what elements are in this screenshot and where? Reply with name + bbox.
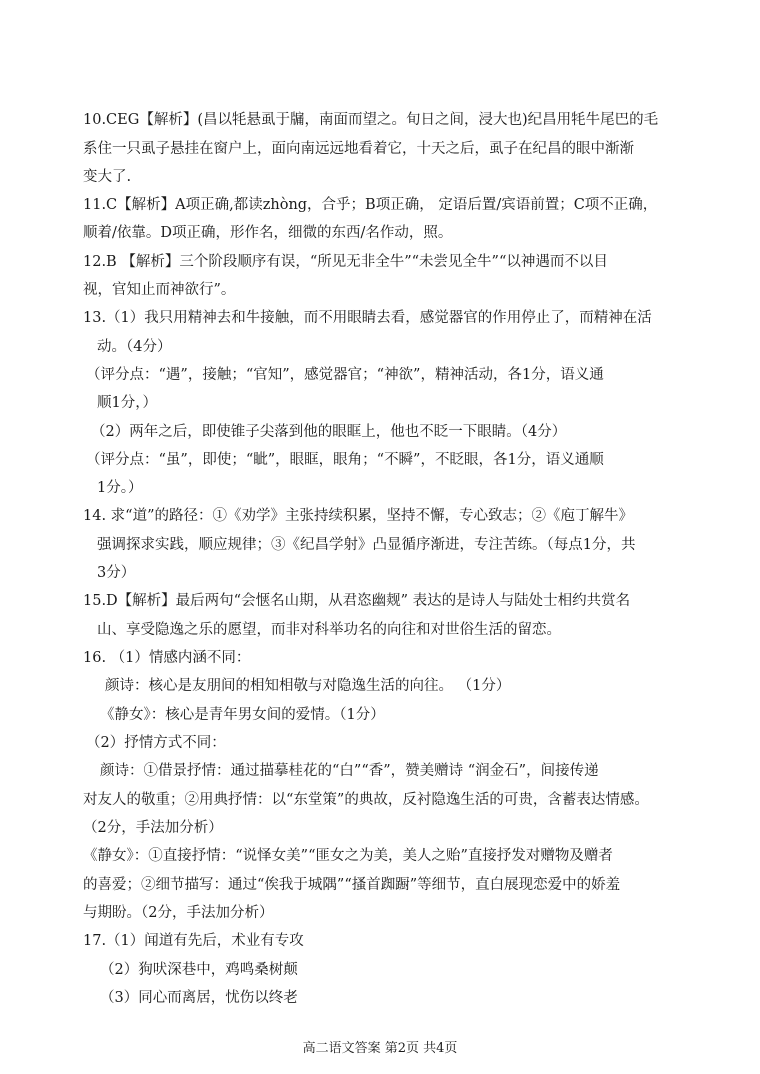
q13-scoring-2-line-1: （评分点：“虽”，即使；“眦”，眼眶，眼角；“不瞬”，不眨眼，各1分，语义通顺 [86,452,604,468]
q11-line-2: 顺着/依靠。D项正确，形作名，细微的东西/名作动，照。 [83,225,453,241]
q13-scoring-1-line-2: 顺1分，） [97,395,157,411]
q10-line-1: 10.CEG【解析】(昌以牦悬虱于牖，南面而望之。旬日之间，浸大也)纪昌用牦牛尾巴的毛 [83,112,659,128]
q11-line-1: 11.C【解析】A项正确,都读zhòng，合乎；B项正确， 定语后置/宾语前置；C项不正确， [83,197,658,213]
q14-line-2: 强调探求实践，顺应规律；③《纪昌学射》凸显循序渐进，专注苦练。（每点1分，共 [97,537,636,553]
page-footer: 高二语文答案 第2页 共4页 [302,1041,458,1056]
q16-jingnu-emotion: 《静女》：核心是青年男女间的爱情。（1分） [100,707,385,723]
q10-line-3: 变大了. [83,169,132,185]
q12-line-1: 12.B 【解析】三个阶段顺序有误，“所见无非全牛”“未尝见全牛”“以神遇而不以目 [83,254,608,270]
q15-line-1: 15.D【解析】最后两句“会惬名山期，从君恣幽觌” 表达的是诗人与陆处士相约共赏名 [83,593,631,609]
q16-yan-poem-emotion: 颜诗：核心是友朋间的相知相敬与对隐逸生活的向往。 （1分） [105,678,511,694]
q13-line-2: 动。（4分） [97,339,172,355]
q16-jingnu-method-line-3: 与期盼。（2分，手法加分析） [83,905,274,921]
q17-answer-3: （3）同心而离居，忧伤以终老 [100,990,298,1006]
q10-line-2: 系住一只虱子悬挂在窗户上，面向南远远地看着它，十天之后，虱子在纪昌的眼中渐渐 [83,141,634,157]
q16-yan-poem-method-line-1: 颜诗：①借景抒情：通过描摹桂花的“白”“香”，赞美赠诗 “润金石”，间接传递 [100,763,599,779]
q17-answer-1: 17.（1）闻道有先后，术业有专攻 [83,933,304,949]
q16-yan-poem-method-line-2: 对友人的敬重；②用典抒情：以“东堂策”的典故，反衬隐逸生活的可贵，含蓄表达情感。 [83,792,649,808]
q12-line-2: 视，官知止而神欲行”。 [83,282,236,298]
q13-scoring-2-line-2: 1分。） [97,480,143,496]
q16-part-2-heading: （2）抒情方式不同： [86,735,226,751]
q16-jingnu-method-line-1: 《静女》：①直接抒情：“说怿女美”“匪女之为美，美人之贻”直接抒发对赠物及赠者 [83,848,613,864]
q14-line-3: 3分） [97,565,136,581]
q16-part-1-heading: 16. （1）情感内涵不同： [83,650,251,666]
q14-line-1: 14. 求“道”的路径：①《劝学》主张持续积累，坚持不懈，专心致志；②《庖丁解牛》 [83,508,633,524]
q16-jingnu-method-line-2: 的喜爱；②细节描写：通过“俟我于城隅”“搔首踟蹰”等细节，直白展现恋爱中的娇羞 [83,877,621,893]
q13-scoring-1-line-1: （评分点：“遇”，接触；“官知”，感觉器官；“神欲”，精神活动，各1分，语义通 [86,367,604,383]
q13-part-2: （2）两年之后，即使锥子尖落到他的眼眶上，他也不眨一下眼睛。（4分） [91,424,567,440]
q17-answer-2: （2）狗吠深巷中，鸡鸣桑树颠 [100,962,298,978]
q16-yan-poem-score: （2分，手法加分析） [83,820,223,836]
q13-line-1: 13.（1）我只用精神去和牛接触，而不用眼睛去看，感觉器官的作用停止了，而精神在活 [83,310,652,326]
q15-line-2: 山、享受隐逸之乐的愿望，而非对科举功名的向往和对世俗生活的留恋。 [97,622,561,638]
